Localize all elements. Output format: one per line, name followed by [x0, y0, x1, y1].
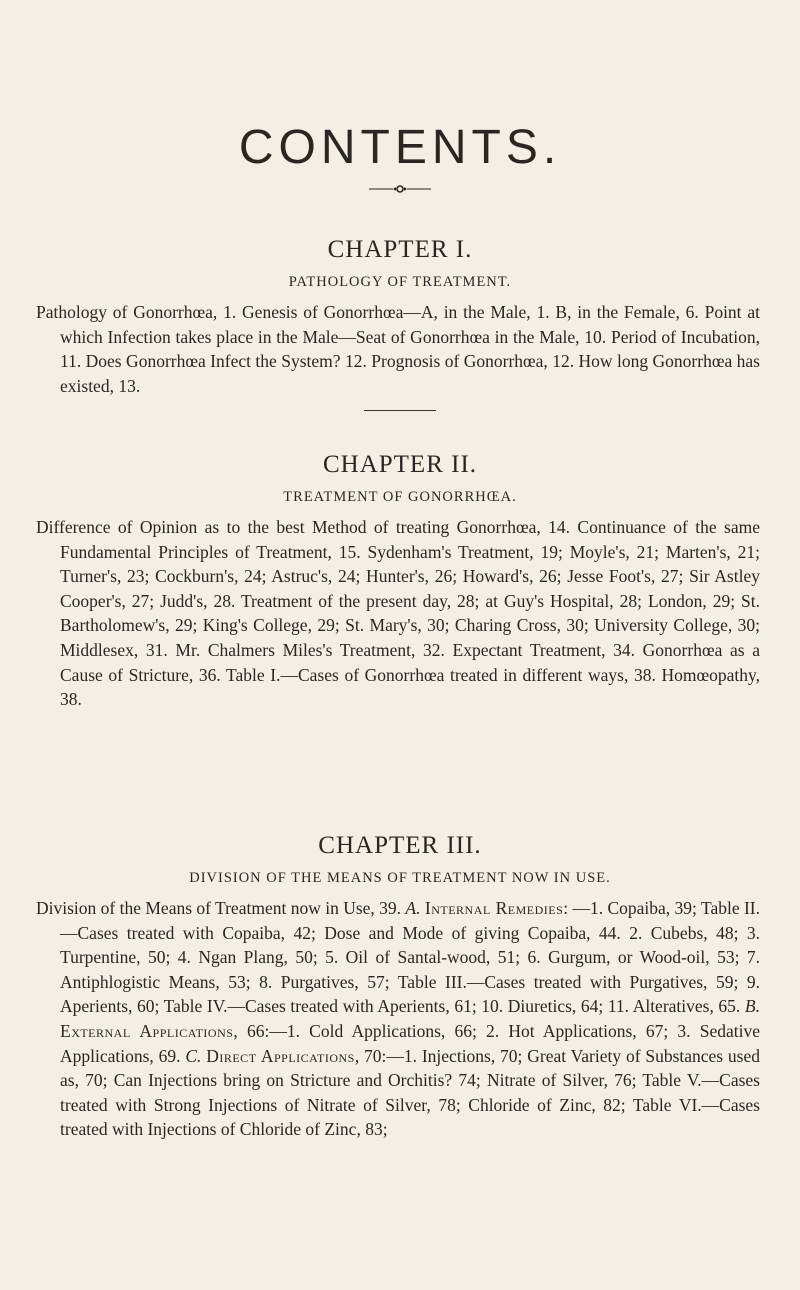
section-letter-b: B.	[744, 996, 760, 1017]
chapter-3	[0, 832, 800, 1142]
section-letter-a: A.	[405, 898, 421, 918]
chapter-3-subtitle: DIVISION OF THE MEANS OF TREATMENT NOW IN USE.	[189, 870, 611, 886]
chapter-1-summary: Pathology of Gonorrhœa, 1. Genesis of Gonorrhœa—A, in the Male, 1. B, in the Female, 6. Point at which Infection takes place in the Male—Seat of Gonorrhœa in the Male, 10. Period of Incubation, 11. Does Gonorrhœa Infect the System? 12. Prognosis of Gonorrhœa, 12. How long Gonorrhœa has existed, 13.	[36, 302, 760, 396]
section-external-applications: External Applications	[60, 1020, 234, 1041]
chapter-3-summary	[36, 896, 760, 1142]
chapter-2-summary: Difference of Opinion as to the best Method of treating Gonorrhœa, 14. Continuance of the same Fundamental Principles of Treatment, 15. Sydenham's Treatment, 19; Moyle's, 21; Marten's, 21; Turner's, 23; Cockburn's, 24; Astruc's, 24; Hunter's, 26; Howard's, 26; Jesse Foot's, 27; Sir Astley Cooper's, 27; Judd's, 28. Treatment of the present day, 28; at Guy's Hospital, 28; London, 29; St. Bartholomew's, 29; King's College, 29; St. Mary's, 30; Charing Cross, 30; University College, 30; Middlesex, 31. Mr. Chalmers Miles's Treatment, 32. Expectant Treatment, 34. Gonorrhœa as a Cause of Stricture, 36. Table I.—Cases of Gonorrhœa treated in different ways, 38. Homœopathy, 38.	[36, 517, 760, 710]
chapter-3-text-0: Division of the Means of Treatment now in Use, 39.	[36, 898, 406, 918]
chapter-3-text-8: , 66:—1. Cold Applications, 66; 2. Hot Applications, 67; 3. Sedative Applications, 69.	[60, 1020, 760, 1066]
chapter-3-text-4: : —1. Copaiba, 39; Table II.—Cases treated with Copaiba, 42; Dose and Mode of giving Copaiba, 44. 2. Cubebs, 48; 3. Turpentine, 50; 4. Ngan Plang, 50; 5. Oil of Santal-wood, 51; 6. Gurgum, or Wood-oil, 53; 7. Antiphlogistic Means, 53; 8. Purgatives, 57; Table III.—Cases treated with Purgatives, 59; 9. Aperients, 60; Table IV.—Cases treated with Aperients, 61; 10. Diuretics, 64; 11. Alteratives, 65.	[60, 898, 760, 1017]
chapter-1	[0, 236, 800, 398]
chapter-2	[0, 451, 800, 712]
section-direct-applications: Direct Applications	[206, 1045, 355, 1066]
section-rule-1	[364, 410, 436, 411]
chapter-1-title: CHAPTER I.	[327, 236, 473, 263]
chapter-2-subtitle: TREATMENT OF GONORRHŒA.	[283, 489, 517, 505]
section-letter-c: C.	[185, 1045, 202, 1066]
section-internal-remedies: Internal Remedies	[424, 898, 564, 918]
chapter-3-text-12: , 70:—1. Injections, 70; Great Variety of Substances used as, 70; Can Injections bring on Stricture and Orchitis? 74; Nitrate of Silver, 76; Table V.—Cases treated with Strong Injections of Nitrate of Silver, 78; Chloride of Zinc, 82; Table VI.—Cases treated with Injections of Chloride of Zinc, 83;	[60, 1045, 761, 1140]
chapter-2-title: CHAPTER II.	[322, 451, 478, 478]
ornament-divider	[369, 184, 431, 194]
chapter-1-subtitle: PATHOLOGY OF TREATMENT.	[288, 274, 512, 290]
chapter-3-title: CHAPTER III.	[318, 832, 482, 859]
contents-heading: CONTENTS.	[238, 121, 562, 174]
